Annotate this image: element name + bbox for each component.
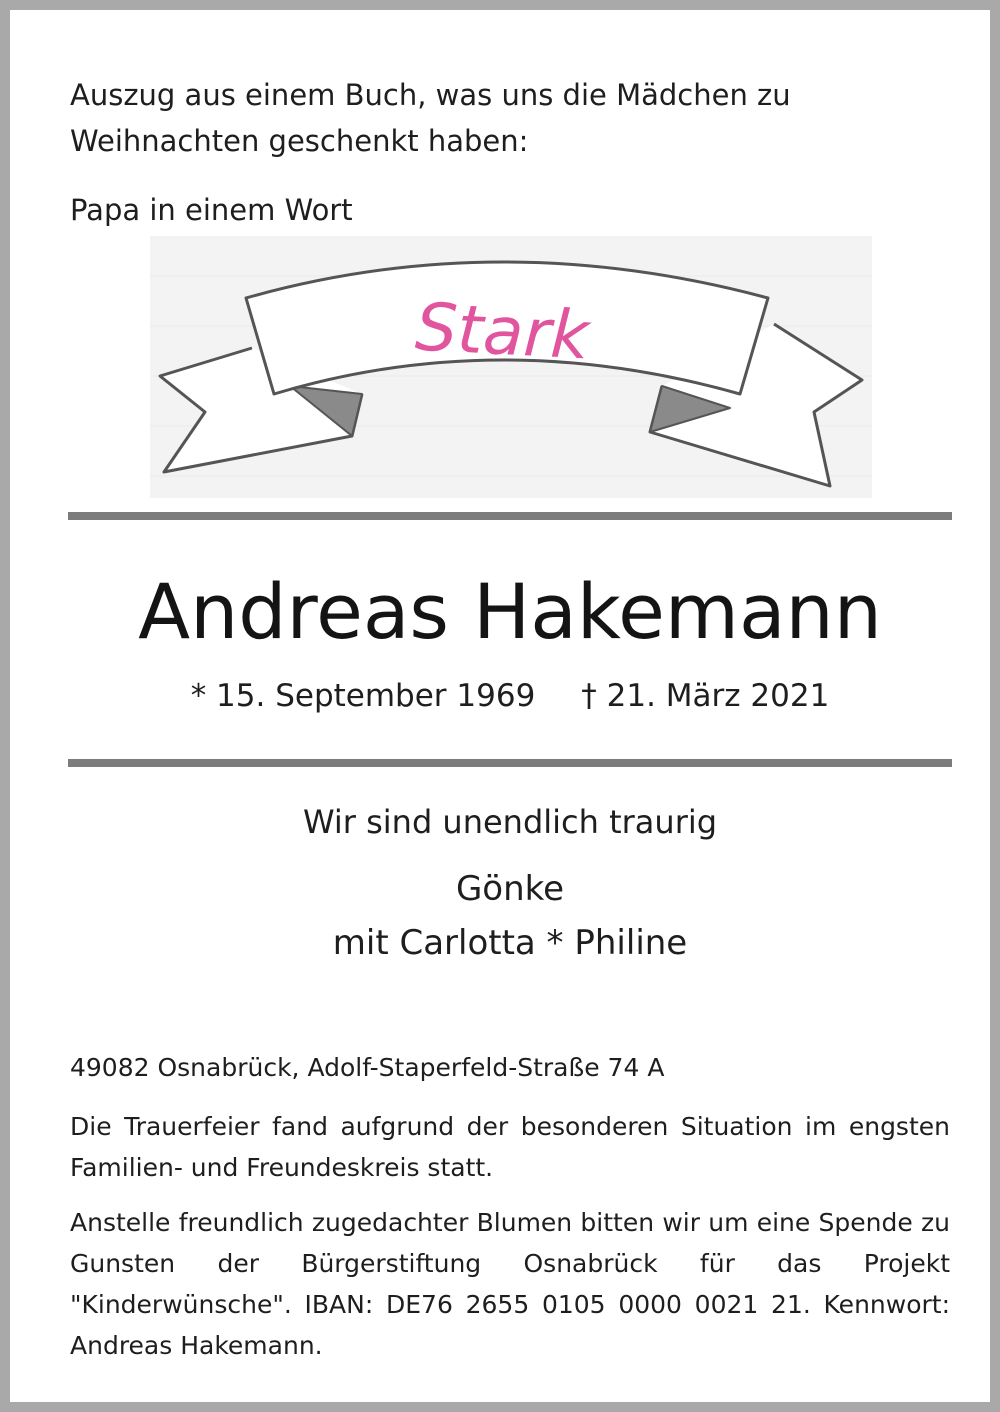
death-date: † 21. März 2021 (581, 678, 830, 714)
life-dates (10, 674, 1000, 718)
divider-bottom (68, 759, 952, 767)
address: 49082 Osnabrück, Adolf-Staperfeld-Straße 74 A (70, 1053, 665, 1082)
funeral-note: Die Trauerfeier fand aufgrund der besonderen Situation im engsten Familien- und Freundeskreis statt. (70, 1112, 950, 1182)
birth-date: * 15. September 1969 (190, 678, 536, 714)
signature-line-2: mit Carlotta * Philine (332, 923, 688, 963)
intro-line-1: Auszug aus einem Buch, was uns die Mädchen zu (70, 78, 791, 112)
intro-line-2: Weihnachten geschenkt haben: (70, 124, 529, 158)
banner-drawing (150, 236, 872, 498)
divider-top (68, 512, 952, 520)
donation-note: Anstelle freundlich zugedachter Blumen bitten wir um eine Spende zu Gunsten der Bürgerstiftung Osnabrück für das Projekt "Kinderwünsche". IBAN: DE76 2655 0105 0000 0021 21. Kennwort: Andreas Hakemann. (70, 1208, 950, 1360)
signature-line-1: Gönke (455, 869, 565, 909)
mourning-statement: Wir sind unendlich traurig (302, 803, 718, 841)
deceased-name: Andreas Hakemann (138, 567, 882, 656)
intro-text (70, 72, 791, 164)
banner-word: Stark (413, 288, 591, 375)
subtitle: Papa in einem Wort (70, 193, 353, 227)
